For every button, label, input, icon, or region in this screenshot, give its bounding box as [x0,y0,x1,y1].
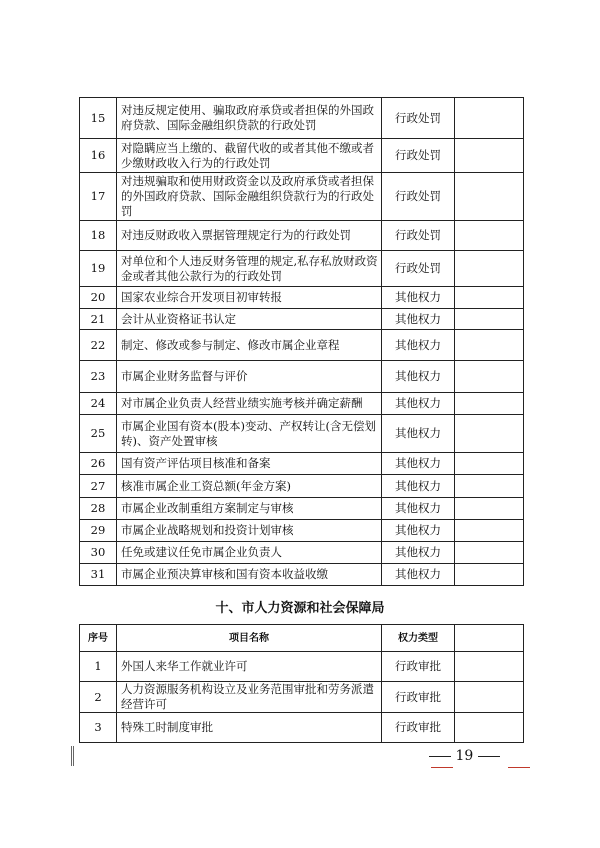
row-power-type: 其他权力 [382,287,455,309]
row-power-type: 行政处罚 [382,221,455,251]
row-item-name: 外国人来华工作就业许可 [117,652,382,682]
row-number: 26 [80,453,117,475]
row-number: 31 [80,564,117,586]
row-blank-cell [455,682,524,713]
row-item-name: 对市属企业负责人经营业绩实施考核并确定薪酬 [117,393,382,415]
row-blank-cell [455,475,524,498]
row-number: 25 [80,415,117,453]
row-blank-cell [455,251,524,287]
header-type: 权力类型 [382,625,455,652]
row-blank-cell [455,564,524,586]
row-number: 1 [80,652,117,682]
row-blank-cell [455,287,524,309]
row-power-type: 其他权力 [382,309,455,330]
table-row [80,98,524,139]
row-item-name: 对违反规定使用、骗取政府承贷或者担保的外国政府贷款、国际金融组织贷款的行政处罚 [117,98,382,139]
row-number: 29 [80,520,117,542]
row-power-type: 行政处罚 [382,139,455,173]
row-item-name: 国家农业综合开发项目初审转报 [117,287,382,309]
red-underline-left [431,767,453,768]
row-blank-cell [455,542,524,564]
table-row [80,682,524,713]
row-power-type: 行政处罚 [382,98,455,139]
row-blank-cell [455,330,524,361]
row-item-name: 制定、修改或参与制定、修改市属企业章程 [117,330,382,361]
row-power-type: 行政审批 [382,713,455,743]
table-row [80,475,524,498]
row-item-name: 人力资源服务机构设立及业务范围审批和劳务派遣经营许可 [117,682,382,713]
row-item-name: 任免或建议任免市属企业负责人 [117,542,382,564]
row-blank-cell [455,173,524,221]
table-row [80,287,524,309]
row-blank-cell [455,415,524,453]
row-item-name: 特殊工时制度审批 [117,713,382,743]
table-row [80,652,524,682]
row-blank-cell [455,520,524,542]
row-blank-cell [455,498,524,520]
row-power-type: 行政处罚 [382,251,455,287]
row-number: 22 [80,330,117,361]
row-blank-cell [455,361,524,393]
row-blank-cell [455,309,524,330]
row-power-type: 其他权力 [382,393,455,415]
binding-margin-mark [73,746,74,766]
table-row [80,713,524,743]
row-number: 20 [80,287,117,309]
row-item-name: 市属企业预决算审核和国有资本收益收缴 [117,564,382,586]
red-underline-right [508,767,530,768]
row-power-type: 其他权力 [382,542,455,564]
power-list-table-finance [79,97,524,586]
row-number: 24 [80,393,117,415]
table-header-row [80,625,524,652]
header-no: 序号 [80,625,117,652]
row-power-type: 其他权力 [382,361,455,393]
row-power-type: 其他权力 [382,330,455,361]
table-row [80,330,524,361]
row-power-type: 其他权力 [382,564,455,586]
row-blank-cell [455,713,524,743]
table-row [80,453,524,475]
power-list-table-hr [79,624,524,743]
row-number: 30 [80,542,117,564]
row-power-type: 行政审批 [382,682,455,713]
page-number-dash-right [478,756,500,757]
row-power-type: 行政处罚 [382,173,455,221]
row-power-type: 其他权力 [382,415,455,453]
row-item-name: 核准市属企业工资总额(年金方案) [117,475,382,498]
binding-margin-mark [71,746,72,766]
header-blank [455,625,524,652]
table-row [80,173,524,221]
row-power-type: 其他权力 [382,498,455,520]
row-number: 27 [80,475,117,498]
table-row [80,139,524,173]
table-row [80,542,524,564]
row-item-name: 对隐瞒应当上缴的、截留代收的或者其他不缴或者少缴财政收入行为的行政处罚 [117,139,382,173]
row-item-name: 对违反财政收入票据管理规定行为的行政处罚 [117,221,382,251]
row-number: 3 [80,713,117,743]
row-number: 23 [80,361,117,393]
table-row [80,498,524,520]
row-number: 15 [80,98,117,139]
table-row [80,564,524,586]
section-title: 十、市人力资源和社会保障局 [215,601,385,616]
row-item-name: 对违规骗取和使用财政资金以及政府承贷或者担保的外国政府贷款、国际金融组织贷款行为的行政处罚 [117,173,382,221]
row-number: 19 [80,251,117,287]
table-row [80,520,524,542]
page-number [429,748,500,764]
table-row [80,221,524,251]
row-blank-cell [455,393,524,415]
row-blank-cell [455,453,524,475]
row-power-type: 其他权力 [382,475,455,498]
header-name: 项目名称 [117,625,382,652]
row-number: 17 [80,173,117,221]
row-item-name: 市属企业财务监督与评价 [117,361,382,393]
row-number: 2 [80,682,117,713]
row-number: 21 [80,309,117,330]
row-item-name: 会计从业资格证书认定 [117,309,382,330]
row-power-type: 其他权力 [382,453,455,475]
row-item-name: 市属企业国有资本(股本)变动、产权转让(含无偿划转)、资产处置审核 [117,415,382,453]
row-item-name: 市属企业战略规划和投资计划审核 [117,520,382,542]
row-blank-cell [455,221,524,251]
row-number: 16 [80,139,117,173]
page-number-dash-left [429,756,451,757]
table-row [80,251,524,287]
table-row [80,415,524,453]
table-row [80,393,524,415]
table-row [80,361,524,393]
row-blank-cell [455,98,524,139]
row-power-type: 行政审批 [382,652,455,682]
row-power-type: 其他权力 [382,520,455,542]
table-row [80,309,524,330]
row-number: 28 [80,498,117,520]
page-number-text: 19 [455,748,474,764]
row-item-name: 国有资产评估项目核准和备案 [117,453,382,475]
row-blank-cell [455,652,524,682]
row-number: 18 [80,221,117,251]
row-item-name: 对单位和个人违反财务管理的规定,私存私放财政资金或者其他公款行为的行政处罚 [117,251,382,287]
row-blank-cell [455,139,524,173]
row-item-name: 市属企业改制重组方案制定与审核 [117,498,382,520]
